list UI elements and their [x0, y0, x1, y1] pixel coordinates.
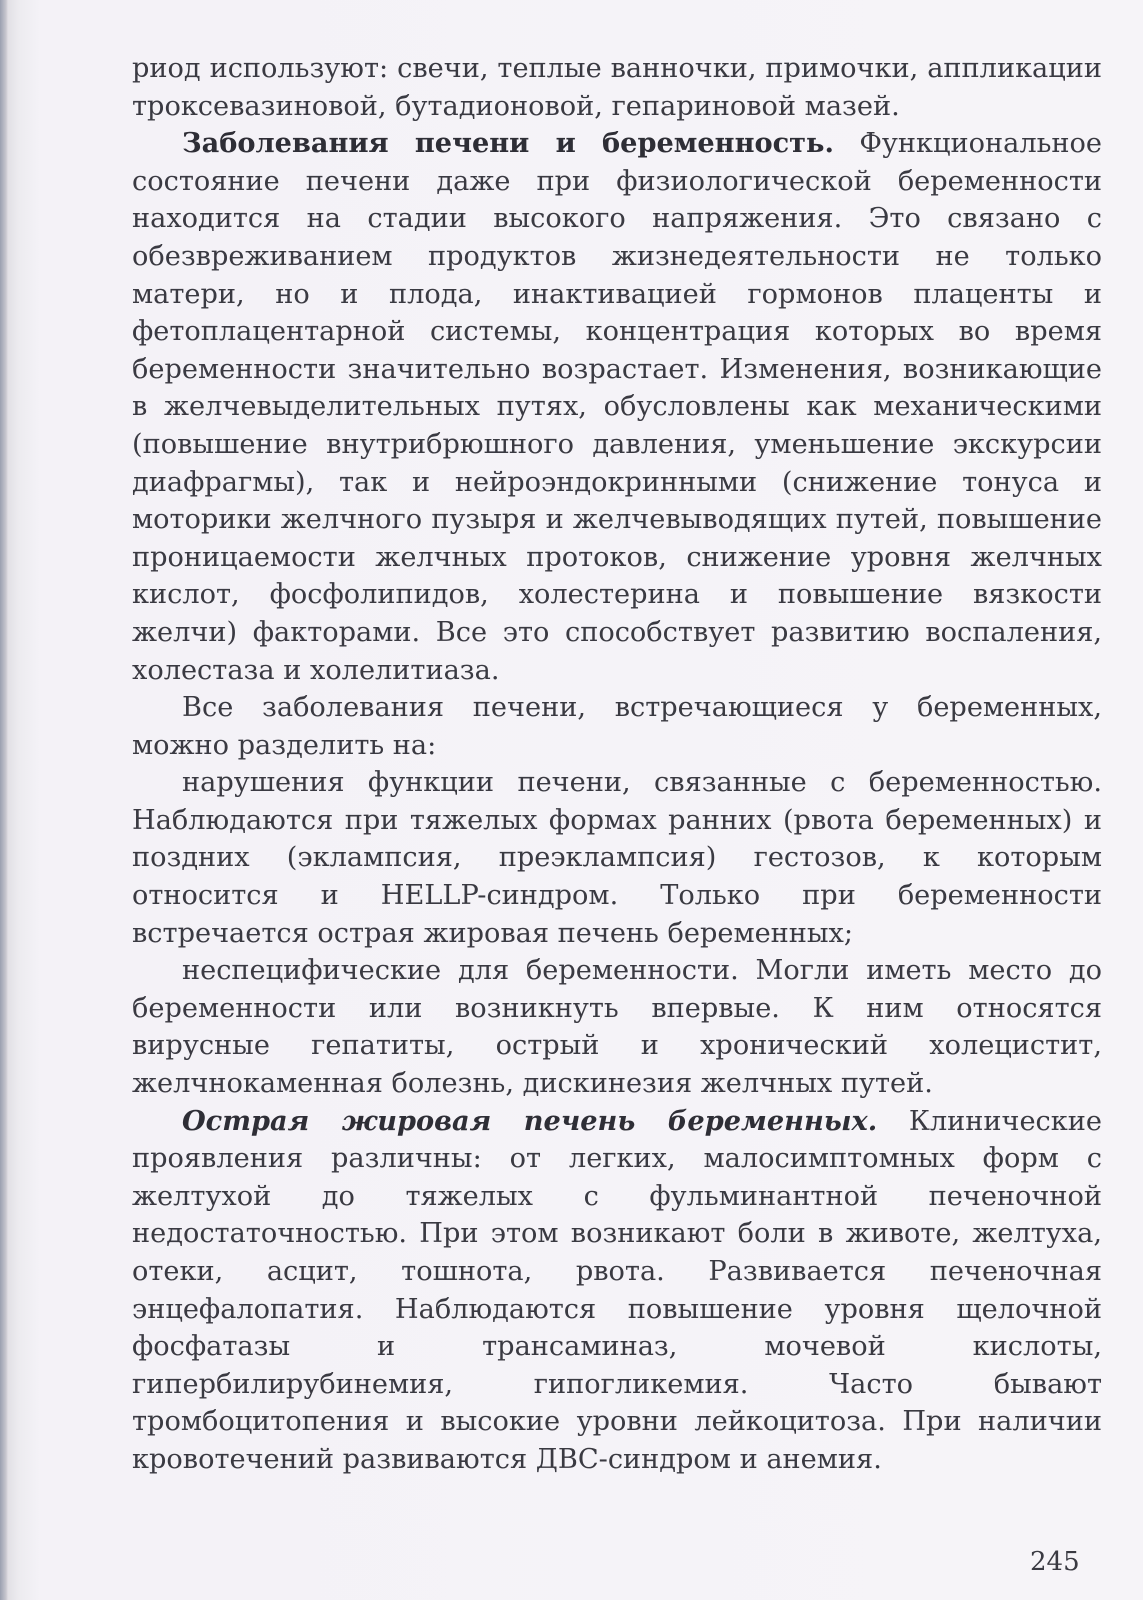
- paragraph-continuation: [132, 50, 1102, 125]
- section-lead-liver-diseases: Заболевания печени и беременность.: [182, 127, 834, 160]
- binding-edge: [0, 0, 8, 1600]
- list-item-pregnancy-related: [132, 764, 1102, 952]
- paragraph-liver-diseases: [132, 125, 1102, 689]
- paragraph-text: Функциональное состояние печени даже при физиологической беременности находится на стадии высокого напряжения. Это связано с обезвреживанием продуктов жизнедеятельности не только матери, но и плода, инактивацией гормонов плаценты и фетоплацентарной системы, концентрация которых во время беременности значительно возрастает. Изменения, возникающие в желчевыделительных путях, обусловлены как механическими (повышение внутрибрюшного давления, уменьшение экскурсии диафрагмы), так и нейроэндокринными (снижение тонуса и моторики желчного пузыря и желчевыводящих путей, повышение проницаемости желчных протоков, снижение уровня желчных кислот, фосфолипидов, холестерина и повышение вязкости желчи) факторами. Все это способствует развитию воспаления, холестаза и холелитиаза.: [132, 128, 1102, 686]
- paragraph-text: нарушения функции печени, связанные с беременностью. Наблюдаются при тяжелых формах ранних (рвота беременных) и поздних (эклампсия, преэклампсия) гестозов, к которым относится и HELLP-синдром. Только при беременности встречается острая жировая печень беременных;: [132, 767, 1102, 949]
- paragraph-text: риод используют: свечи, теплые ванночки, примочки, аппликации троксевазиновой, бутадионовой, гепариновой мазей.: [132, 53, 1102, 122]
- body-text: [132, 50, 1102, 1479]
- paragraph-text: неспецифические для беременности. Могли иметь место до беременности или возникнуть впервые. К ним относятся вирусные гепатиты, острый и хронический холецистит, желчнокаменная болезнь, дискинезия желчных путей.: [132, 955, 1102, 1100]
- page-number: 245: [1030, 1547, 1080, 1577]
- paragraph-text: Все заболевания печени, встречающиеся у беременных, можно разделить на:: [132, 692, 1102, 761]
- section-lead-acute-fatty-liver: Острая жировая печень беременных.: [182, 1104, 878, 1137]
- paragraph-classification: [132, 689, 1102, 764]
- list-item-nonspecific: [132, 952, 1102, 1102]
- paragraph-text: Клинические проявления различны: от легких, малосимптомных форм с желтухой до тяжелых с фульминантной печеночной недостаточностью. При этом возникают боли в животе, желтуха, отеки, асцит, тошнота, рвота. Развивается печеночная энцефалопатия. Наблюдаются повышение уровня щелочной фосфатазы и трансаминаз, мочевой кислоты, гипербилирубинемия, гипогликемия. Часто бывают тромбоцитопения и высокие уровни лейкоцитоза. При наличии кровотечений развиваются ДВС-синдром и анемия.: [132, 1105, 1102, 1475]
- paragraph-acute-fatty-liver: [132, 1103, 1102, 1479]
